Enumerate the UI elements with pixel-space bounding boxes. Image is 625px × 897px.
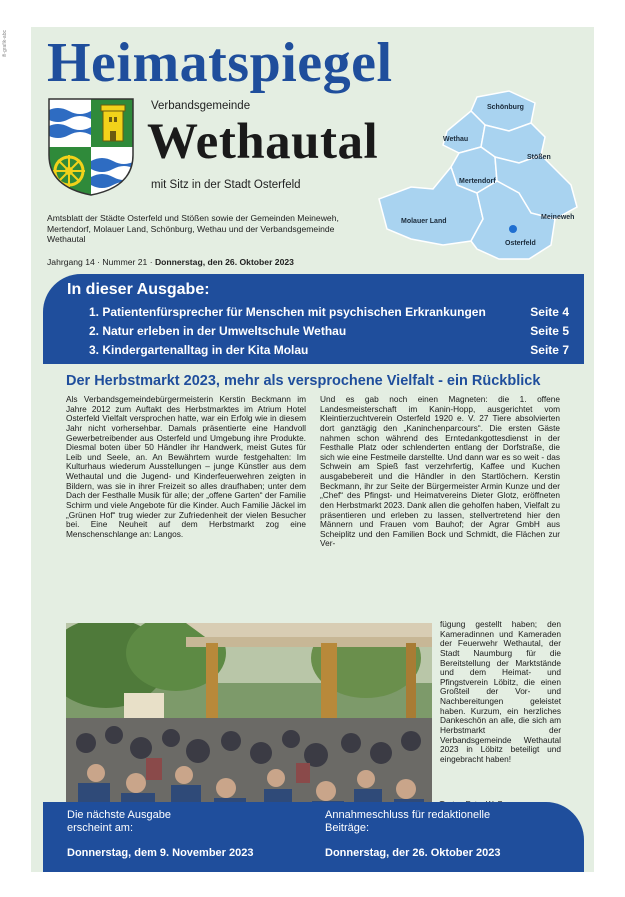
toc-title: In dieser Ausgabe: (67, 281, 210, 298)
map-label-osterfeld: Osterfeld (505, 240, 536, 247)
toc-item-page: Seite 5 (530, 324, 569, 338)
verband-seat: mit Sitz in der Stadt Osterfeld (151, 179, 301, 191)
osterfeld-marker-icon (509, 225, 517, 233)
verband-label: Verbandsgemeinde (151, 100, 251, 112)
article-column-3: fügung gestellt haben; den Kameradinnen und Kameraden der Feuerwehr Wethautal, der Stadt Naumburg für die Bereitstellung der Marktstände und dem Heimat- und Pfingstverein Löbitz, die einen Großteil der Vor- und Nachbereitungen geleistet haben. Kurzum, ein herzliches Dankeschön an alle, die sich am Herbstmarkt der Verbandsgemeinde Wethautal 2023 in Löbitz beteiligt und eingebracht haben! (440, 619, 561, 764)
article-column-1: Als Verbandsgemeindebürgermeisterin Kerstin Beckmann im Jahre 2012 zum Auftakt des Herbstmarktes im Atrium Hotel Osterfeld Vielfalt versprochen hatte, war ein Erfolg wie in diesem Jahr nicht vorhersehbar. Damals präsentierte eine Handvoll Gewerbetreibender aus Osterfeld und Umgebung ihre Produkte. Diesmal boten über 50 Händler ihr Handwerk, meist Gutes für Leib und Seele, an. An Bewährtem wurde festgehalten: Im Kulturhaus wiederum Ausstellungen – junge Künstler aus dem Wethautal und die Jugend- und Kinderfeuerwehren zeigten in Bildern, was sie in ihrer Freizeit so alles draufhaben; unter dem Dach der Festhalle Musik für alle; der „offene Garten“ der Familie Schirm und viele Angebote für die Kinder. Auch Familie Jäckel im „Grünen Hof“ trug wieder zur Zufriedenheit der vielen Besucher bei. Eine Neuheit auf dem Herbstmarkt zog eine Menschenschlange an: Langos. (66, 394, 306, 539)
toc-item-text: 2. Natur erleben in der Umweltschule Wethau (89, 324, 347, 338)
publication-description: Amtsblatt der Städte Osterfeld und Stößen sowie der Gemeinden Meineweh, Mertendorf, Molauer Land, Schönburg, Wethau und der Verbandsgemeinde Wethautal (47, 213, 339, 245)
next-issue-date: Donnerstag, dem 9. November 2023 (67, 847, 254, 859)
footer-banner (43, 802, 584, 872)
region-map (359, 89, 591, 265)
map-label-mertendorf: Mertendorf (459, 178, 496, 185)
printer-code: ifi-grafik-abc (2, 30, 8, 58)
next-issue-label: Die nächste Ausgabe erscheint am: (67, 809, 171, 834)
table-of-contents (43, 274, 584, 364)
toc-item-page: Seite 7 (530, 343, 569, 357)
issue-number: Jahrgang 14 · Nummer 21 · (47, 257, 155, 267)
article-headline: Der Herbstmarkt 2023, mehr als versprochene Vielfalt - ein Rückblick (66, 373, 541, 389)
map-label-schoenburg: Schönburg (487, 104, 524, 111)
deadline-date: Donnerstag, der 26. Oktober 2023 (325, 847, 501, 859)
map-label-molauer-land: Molauer Land (401, 218, 447, 225)
front-page (31, 27, 594, 872)
deadline-label: Annahmeschluss für redaktionelle Beiträge: (325, 809, 491, 834)
article-column-2: Und es gab noch einen Magneten: die 1. offene Landesmeisterschaft im Kanin-Hopp, ausgerichtet vom Kleintierzuchtverein Osterfeld 1920 e. V. 27 Tiere absolvierten dort ganztägig den „Kaninchenparcours“. Die ersten Gäste nahmen schon während des Erntedankgottesdienst in der Festhalle Platz oder schlenderten entlang der Dorfstraße, die sich wie eine Festmeile darstellte. Und dann war es so weit - das Schwein am Spieß fast verzehrfertig, Kaffee und Kuchen ausgabebereit und die Händler in den Startlöchern. Kerstin Beckmann, ihr zur Seite der Bürgermeister Armin Kunze und der „Chef“ des Pfingst- und Heimatvereins Dieter Glotz, eröffneten den Herbstmarkt 2023. Dank allen die geholfen haben, Vielfalt zu präsentieren und erleben zu lassen, stellvertretend hier den Männern und Frauen vom Bauhof; der Agrar GmbH aus Scheiplitz und den Familien Bock und Schmidt, die Flächen zur Ver- (320, 394, 560, 549)
toc-item-text: 3. Kindergartenalltag in der Kita Molau (89, 343, 309, 357)
market-crowd-photo (66, 623, 432, 816)
verband-name: Wethautal (147, 114, 379, 170)
map-label-stoessen: Stößen (527, 154, 551, 161)
map-label-meineweh: Meineweh (541, 214, 575, 221)
map-label-wethau: Wethau (443, 136, 469, 143)
toc-item-text: 1. Patientenfürsprecher für Menschen mit psychischen Erkrankungen (89, 305, 486, 319)
masthead-title: Heimatspiegel (47, 32, 393, 94)
coat-of-arms-icon (47, 97, 135, 197)
issue-date: Donnerstag, den 26. Oktober 2023 (154, 257, 294, 267)
issue-line (47, 257, 294, 267)
toc-item-page: Seite 4 (530, 305, 569, 319)
